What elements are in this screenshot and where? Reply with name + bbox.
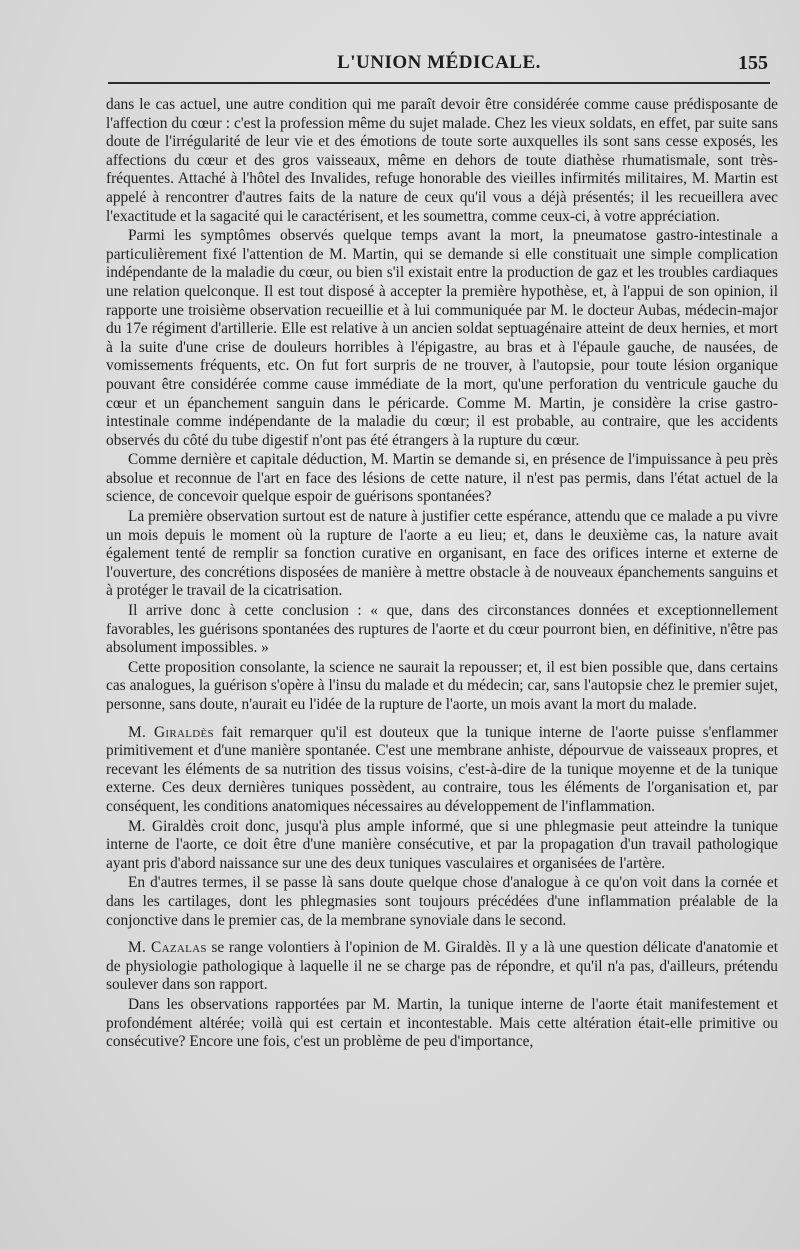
paragraph-3: Comme dernière et capitale déduction, M. Martin se demande si, en présence de l'impuissance à peu près absolue et reconnue de l'art en face des lésions de cette nature, il n'est pas permis, dans l'état actuel de la science, de concevoir quelque espoir de guérisons spontanées? [106,451,778,506]
paragraph-5: Il arrive donc à cette conclusion : « que, dans des circonstances données et exceptionnellement favorables, les guérisons spontanées des ruptures de l'aorte et du cœur pourront bien, en définitive, n'être pas absolument impossibles. » [106,602,778,657]
speaker-name: M. Giraldès [128,723,214,741]
paragraph-1: dans le cas actuel, une autre condition qui me paraît devoir être considérée comme cause prédisposante de l'affection du cœur : c'est la profession même du sujet malade. Chez les vieux soldats, en effet, par suite sans doute de l'irrégularité de leur vie et des émotions de toute sorte auxquelles ils sont sans cesse exposés, les affections du cœur et des gros vaisseaux, même en dehors de toute diathèse rhumatismale, sont très-fréquentes. Attaché à l'hôtel des Invalides, refuge honorable des vieilles infirmités militaires, M. Martin est appelé à rencontrer d'autres faits de la nature de ceux qu'il vous a déjà présentés; il les recueillera avec l'exactitude et la sagacité qui le caractérisent, et les soumettra, comme ceux-ci, à votre appréciation. [106,96,778,225]
page-number: 155 [738,52,768,74]
article-body [106,96,778,1053]
running-header [108,52,770,84]
paragraph-4: La première observation surtout est de nature à justifier cette espérance, attendu que ce malade a pu vivre un mois depuis le moment où la rupture de l'aorte a eu lieu; et, dans le deuxième cas, la nature avait également tenté de remplir sa fonction curative en organisant, en face des orifices interne et externe de l'ouverture, des concrétions disposées de manière à mettre obstacle à de nouveaux épanchements sanguins et à protéger le travail de la cicatrisation. [106,508,778,600]
paragraph-8: M. Giraldès croit donc, jusqu'à plus ample informé, que si une phlegmasie peut atteindre la tunique interne de l'aorte, ce doit être d'une manière consécutive, et par la propagation d'un travail pathologique ayant pris d'abord naissance sur une des deux tuniques vasculaires et organisées de l'artère. [106,817,778,872]
journal-title: L'UNION MÉDICALE. [337,52,541,73]
speaker-name: M. Cazalas [128,939,207,957]
paragraph-10: M. Cazalas se range volontiers à l'opinion de M. Giraldès. Il y a là une question délicate d'anatomie et de physiologie pathologique à laquelle il ne se charge pas de répondre, et qu'il n'a pas, d'ailleurs, prétendu soulever dans son rapport. [106,939,778,994]
paragraph-9: En d'autres termes, il se passe là sans doute quelque chose d'analogue à ce qu'on voit dans la cornée et dans les cartilages, dont les phlegmasies sont toujours précédées d'une inflammation préalable de la conjonctive dans le premier cas, de la membrane synoviale dans le second. [106,874,778,929]
paragraph-2: Parmi les symptômes observés quelque temps avant la mort, la pneumatose gastro-intestinale a particulièrement fixé l'attention de M. Martin, qui se demande si elle constituait une simple complication indépendante de la maladie du cœur, ou bien s'il existait entre la production de gaz et les troubles cardiaques une relation quelconque. Il est tout disposé à accepter la première hypothèse, et, à l'appui de son opinion, il rapporte une troisième observation recueillie et à lui communiquée par M. le docteur Aubas, médecin-major du 17e régiment d'artillerie. Elle est relative à un ancien soldat septuagénaire atteint de deux hernies, et mort à la suite d'une crise de douleurs horribles à l'épigastre, au bras et à l'épaule gauche, de nausées, de vomissements fréquents, etc. On fut fort surpris de ne trouver, à l'autopsie, pour toute lésion organique pouvant être considérée comme cause immédiate de la mort, qu'une perforation du ventricule gauche du cœur et un épanchement sanguin dans le péricarde. Comme M. Martin, je considère la crise gastro-intestinale comme indépendante de la maladie du cœur; il est probable, au contraire, que les accidents observés du côté du tube digestif n'ont pas été étrangers à la rupture du cœur. [106,227,778,449]
paragraph-11: Dans les observations rapportées par M. Martin, la tunique interne de l'aorte était manifestement et profondément altérée; voilà qui est certain et incontestable. Mais cette altération était-elle primitive ou consécutive? Encore une fois, c'est un problème de peu d'importance, [106,995,778,1051]
paragraph-7: M. Giraldès fait remarquer qu'il est douteux que la tunique interne de l'aorte puisse s'enflammer primitivement et d'une manière spontanée. C'est une membrane anhiste, dépourvue de vaisseaux propres, et recevant les éléments de sa nutrition des tissus voisins, c'est-à-dire de la tunique moyenne et de la tunique externe. Ces deux dernières tuniques possèdent, au contraire, tous les éléments de l'organisation et, par conséquent, les conditions anatomiques nécessaires au développement de l'inflammation. [106,723,778,815]
paragraph-6: Cette proposition consolante, la science ne saurait la repousser; et, il est bien possible que, dans certains cas analogues, la guérison s'opère à l'insu du malade et du médecin; car, sans l'autopsie chez le premier sujet, personne, sans doute, n'aurait eu l'idée de la rupture de l'aorte, un mois avant la mort du malade. [106,658,778,713]
